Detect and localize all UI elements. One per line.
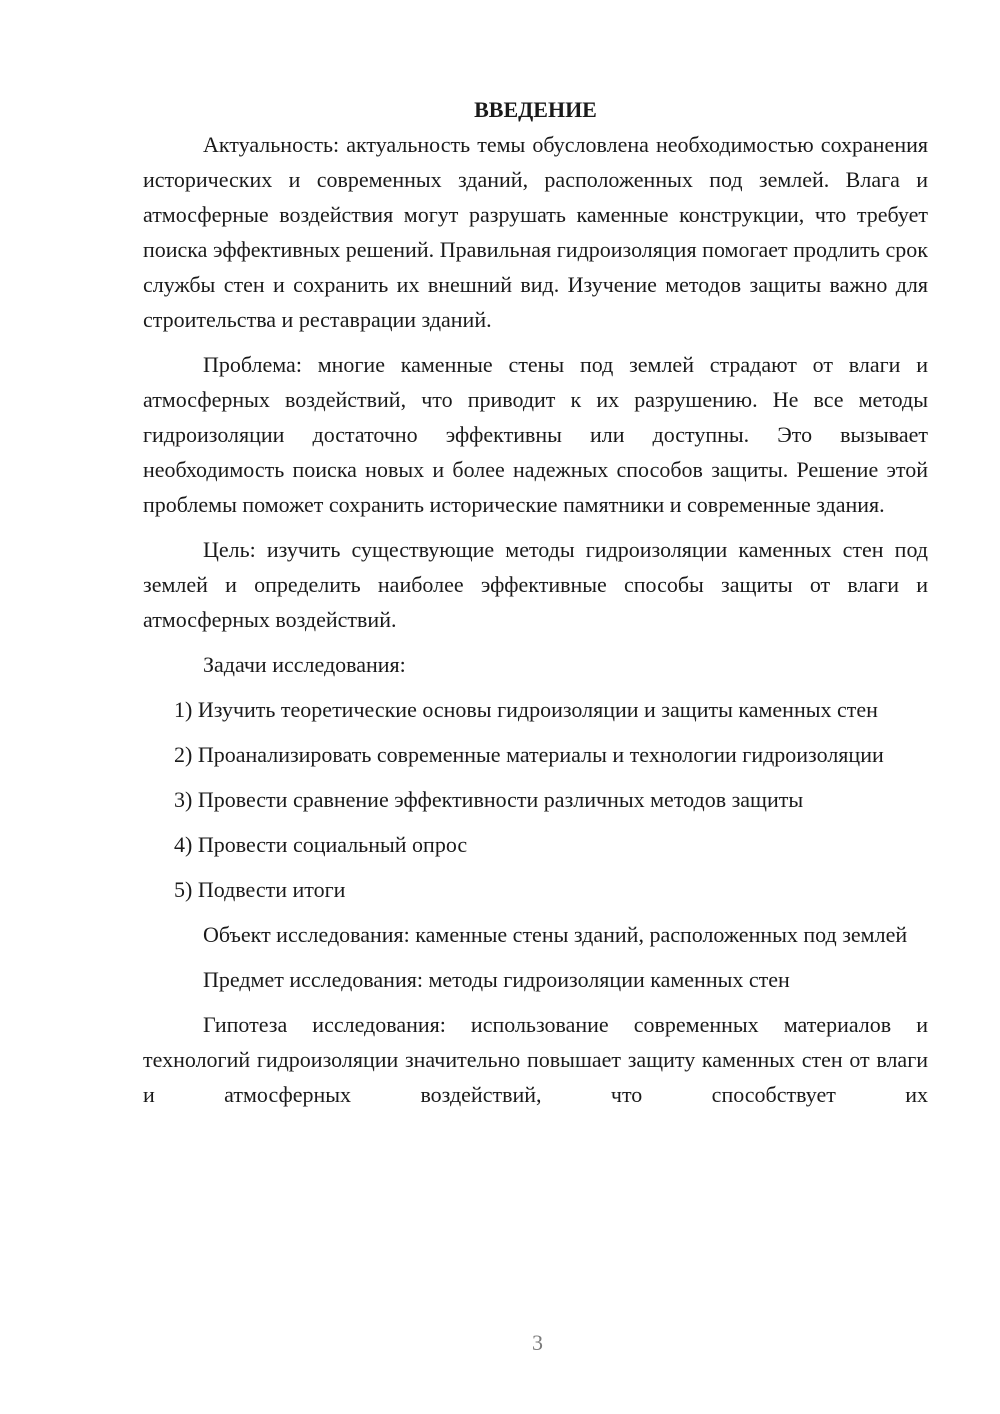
list-item-task-2: 2) Проанализировать современные материалы и технологии гидроизоляции [174, 742, 884, 767]
paragraph-hypothesis: Гипотеза исследования: использование современных материалов и технологий гидроизоляции значительно повышает защиту каменных стен от влаги и атмосферных воздействий, что способствует их [143, 1012, 928, 1107]
list-item-task-5: 5) Подвести итоги [174, 877, 346, 902]
paragraph-subject: Предмет исследования: методы гидроизоляции каменных стен [203, 967, 790, 992]
paragraph-goal: Цель: изучить существующие методы гидроизоляции каменных стен под землей и определить наиболее эффективные способы защиты от влаги и атмосферных воздействий. [143, 537, 928, 632]
page-content [143, 92, 928, 1122]
paragraph-relevance: Актуальность: актуальность темы обусловлена необходимостью сохранения исторических и современных зданий, расположенных под землей. Влага и атмосферные воздействия могут разрушать каменные конструкции, что требует поиска эффективных решений. Правильная гидроизоляция помогает продлить срок службы стен и сохранить их внешний вид. Изучение методов защиты важно для строительства и реставрации зданий. [143, 132, 928, 332]
tasks-title: Задачи исследования: [203, 652, 406, 677]
page-title: ВВЕДЕНИЕ [474, 97, 597, 122]
list-item-task-3: 3) Провести сравнение эффективности различных методов защиты [174, 787, 804, 812]
list-item-task-1: 1) Изучить теоретические основы гидроизоляции и защиты каменных стен [174, 697, 878, 722]
paragraph-problem: Проблема: многие каменные стены под землей страдают от влаги и атмосферных воздействий, что приводит к их разрушению. Не все методы гидроизоляции достаточно эффективны или доступны. Это вызывает необходимость поиска новых и более надежных способов защиты. Решение этой проблемы поможет сохранить исторические памятники и современные здания. [143, 352, 928, 517]
list-item-task-4: 4) Провести социальный опрос [174, 832, 468, 857]
paragraph-object: Объект исследования: каменные стены зданий, расположенных под землей [203, 922, 908, 947]
page-number: 3 [532, 1330, 543, 1355]
